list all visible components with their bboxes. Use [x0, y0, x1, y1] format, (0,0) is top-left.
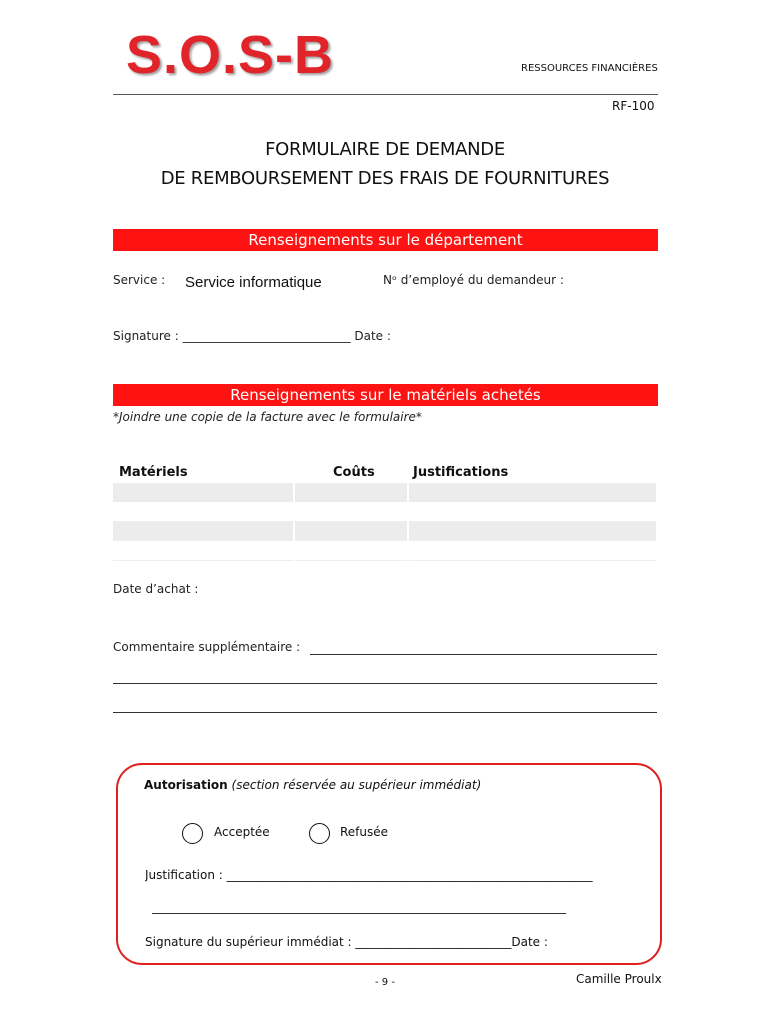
column-header-costs: Coûts	[333, 465, 375, 480]
accepted-label: Acceptée	[214, 825, 270, 839]
authorization-title-bold: Autorisation	[144, 778, 228, 792]
section-department-heading: Renseignements sur le département	[113, 229, 658, 251]
header-divider	[113, 94, 658, 95]
employee-number-label: Nᵒ d’employé du demandeur :	[383, 273, 564, 287]
column-header-justifications: Justifications	[413, 465, 509, 480]
comment-line-1[interactable]	[310, 654, 657, 655]
service-label: Service :	[113, 273, 166, 287]
page-number: - 9 -	[375, 977, 395, 988]
comment-label: Commentaire supplémentaire :	[113, 640, 301, 654]
form-title-line2: DE REMBOURSEMENT DES FRAIS DE FOURNITURES	[160, 168, 610, 189]
form-title-line1: FORMULAIRE DE DEMANDE	[265, 139, 505, 160]
table-row[interactable]	[113, 502, 656, 521]
department-label: RESSOURCES FINANCIÈRES	[521, 63, 658, 74]
justification-line[interactable]: Justification : _____________________________________________________________	[145, 868, 593, 882]
table-row[interactable]	[113, 541, 656, 560]
refused-label: Refusée	[340, 825, 389, 839]
section-materials-heading: Renseignements sur le matériels achetés	[113, 384, 658, 406]
refused-radio[interactable]	[309, 823, 330, 844]
justification-line-2[interactable]: _____________________________________________________________________	[152, 900, 566, 914]
invoice-note: *Joindre une copie de la facture avec le formulaire*	[113, 410, 422, 424]
authorization-title-note: (section réservée au supérieur immédiat)	[231, 778, 482, 792]
authorization-title	[144, 778, 481, 792]
comment-line-2[interactable]	[113, 683, 657, 684]
sosb-logo: S.O.S-B	[126, 25, 335, 85]
purchase-date-label: Date d’achat :	[113, 582, 199, 596]
service-field[interactable]: Service informatique	[185, 274, 322, 291]
column-header-materials: Matériels	[119, 465, 188, 480]
author-name: Camille Proulx	[576, 972, 662, 986]
table-row[interactable]	[113, 522, 656, 541]
signature-date-line[interactable]: Signature : ____________________________ Date :	[113, 329, 391, 343]
table-row[interactable]	[113, 483, 656, 502]
comment-line-3[interactable]	[113, 712, 657, 713]
form-code: RF-100	[612, 99, 655, 113]
supervisor-signature-line[interactable]: Signature du supérieur immédiat : __________________________Date :	[145, 935, 548, 949]
accepted-radio[interactable]	[182, 823, 203, 844]
